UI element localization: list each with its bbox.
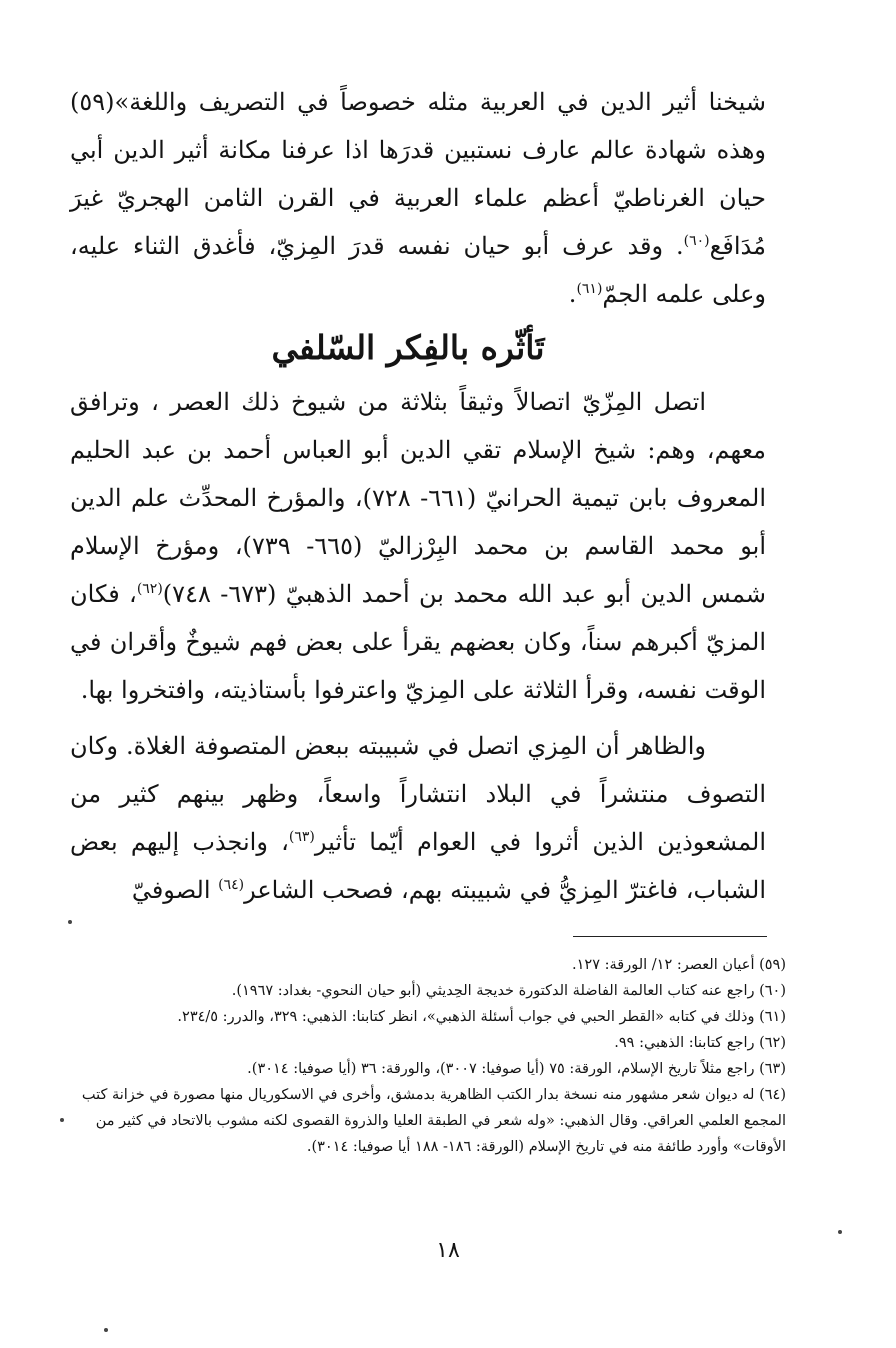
footnote-59: (٥٩) أعيان العصر: ١٢/ الورقة: ١٢٧.	[572, 957, 786, 973]
footnote-64: (٦٤) له ديوان شعر مشهور منه نسخة بدار الكتب الظاهرية بدمشق، وأخرى في الاسكوريال منها مصورة في خزانة كتب المجمع العلمي العراقي. وقال الذهبي: «وله شعر في الطبقة العليا والذروة القصوى لكنه مشوب بالاتحاد في كثير من الأوقات» وأورد طائفة منه في تاريخ الإسلام (الورقة: ١٨٦- ١٨٨ أيا صوفيا: ٣٠١٤).	[81, 1087, 786, 1155]
footnotes	[70, 952, 786, 1160]
footnote-61: (٦١) وذلك في كتابه «القطر الحبي في جواب أسئلة الذهبي»، انظر كتابنا: الذهبي: ٣٢٩، والدرر: ٢٣٤/٥.	[177, 1009, 786, 1025]
footnote-63: (٦٣) راجع مثلاً تاريخ الإسلام، الورقة: ٧٥ (أيا صوفيا: ٣٠٠٧)، والورقة: ٣٦ (أيا صوفيا: ٣٠١٤).	[247, 1061, 786, 1077]
section-heading: تَأثّره بالفِكر السّلفي	[271, 328, 545, 367]
footnote-ref-63[interactable]: (٦٣)	[288, 829, 315, 845]
scan-speck	[60, 1118, 64, 1122]
footnote-60: (٦٠) راجع عنه كتاب العالمة الفاضلة الدكتورة خديجة الحِديثي (أبو حيان النحوي- بغداد: ١٩٦٧).	[231, 983, 786, 999]
scan-speck	[104, 1328, 108, 1332]
footnote-62: (٦٢) راجع كتابنا: الذهبي: ٩٩.	[614, 1035, 786, 1051]
footnote-ref-62[interactable]: (٦٢)	[136, 581, 163, 597]
footnote-ref-61[interactable]: (٦١)	[576, 281, 603, 297]
page-number: ١٨	[436, 1238, 460, 1263]
paragraph-2: اتصل المِزّيّ اتصالاً وثيقاً بثلاثة من شيوخ ذلك العصر ، وترافق معهم، وهم: شيخ الإسلام تقي الدين أبو العباس أحمد بن عبد الحليم المعروف بابن تيمية الحرانيّ (٦٦١- ٧٢٨)، والمؤرخ المحدِّث علم الدين أبو محمد القاسم بن محمد البِرْزاليّ (٦٦٥- ٧٣٩)، ومؤرخ الإسلام شمس الدين أبو عبد الله محمد بن أحمد الذهبيّ (٦٧٣- ٧٤٨)$^{(٦٢)}$، فكان المزيّ أكبرهم سناً، وكان بعضهم يقرأ على بعض فهم شيوخٌ وأقران في الوقت نفسه، وقرأ الثلاثة على المِزيّ واعترفوا بأستاذيته، وافتخروا بها.	[70, 388, 767, 704]
paragraph-3: والظاهر أن المِزي اتصل في شبيبته ببعض المتصوفة الغلاة. وكان التصوف منتشراً في البلاد انتشاراً واسعاً، وظهر بينهم كثير من المشعوذين الذين أثروا في العوام أيّما تأثير$^{(٦٣)}$، وانجذب إليهم بعض الشباب، فاغترّ المِزيُّ في شبيبته بهم، فصحب الشاعر$^{(٦٤)}$ الصوفيّ	[70, 732, 767, 904]
footnote-ref-64[interactable]: (٦٤)	[218, 877, 245, 893]
scan-speck	[68, 920, 72, 924]
footnote-separator	[573, 936, 767, 937]
footnote-ref-60[interactable]: (٦٠)	[683, 233, 710, 249]
paragraph-1: شيخنا أثير الدين في العربية مثله خصوصاً في التصريف واللغة»(٥٩) وهذه شهادة عالم عارف نستبين قدرَها اذا عرفنا مكانة أثير الدين أبي حيان الغرناطيّ أعظم علماء العربية في القرن الثامن الهجريّ غيرَ مُدَافَع$^{(٦٠)}$. وقد عرف أبو حيان نفسه قدرَ المِزيّ، فأغدق الثناء عليه، وعلى علمه الجمّ$^{(٦١)}$.	[70, 88, 766, 308]
scan-speck	[838, 1230, 842, 1234]
main-text	[70, 78, 766, 914]
